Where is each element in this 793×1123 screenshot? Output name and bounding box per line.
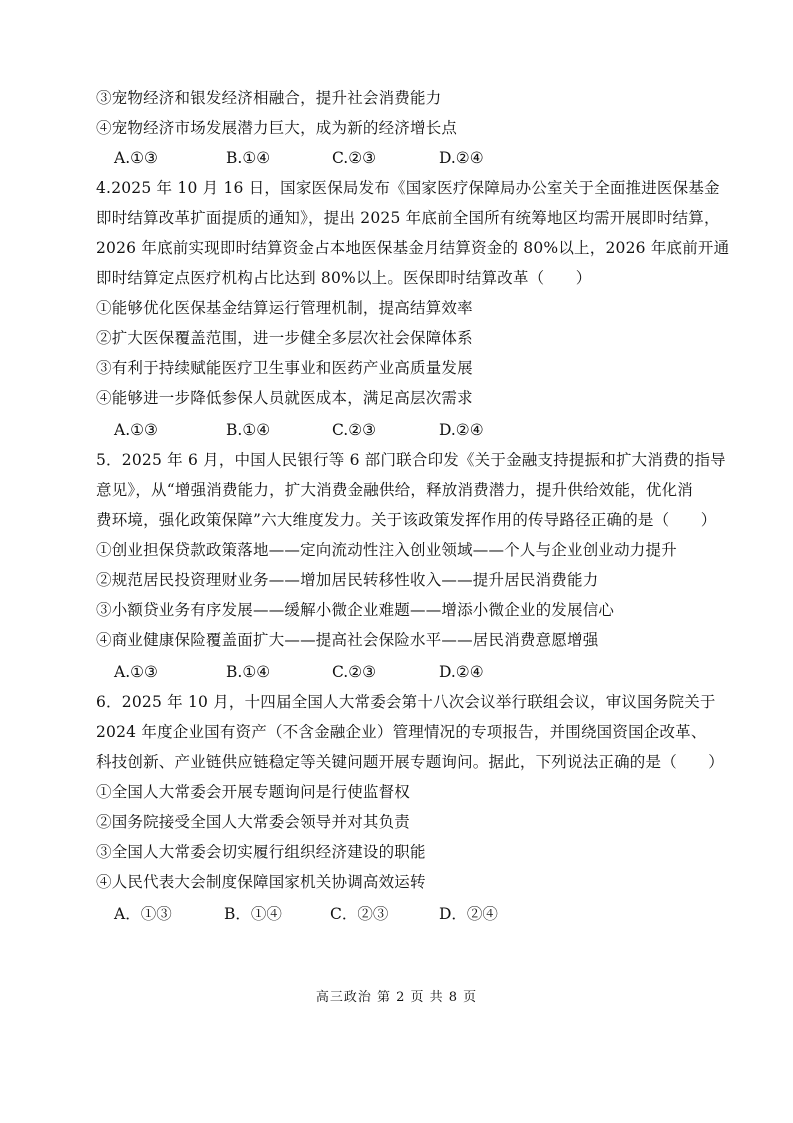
q3-item-3: ③宠物经济和银发经济相融合，提升社会消费能力 xyxy=(96,89,442,107)
q6-option-a: A．①③ xyxy=(114,905,172,923)
q4-stem-line-1: 4.2025 年 10 月 16 日，国家医保局发布《国家医疗保障局办公室关于全面推进医保基金 xyxy=(96,179,720,197)
page-footer: 高三政治 第 2 页 共 8 页 xyxy=(315,990,478,1005)
q5-option-a: A.①③ xyxy=(114,663,158,681)
q5-item-2: ②规范居民投资理财业务——增加居民转移性收入——提升居民消费能力 xyxy=(96,571,599,589)
q3-option-c: C.②③ xyxy=(332,149,377,167)
q6-stem-line-3: 科技创新、产业链供应链稳定等关键问题开展专题询问。据此，下列说法正确的是（ ） xyxy=(96,753,725,771)
q4-stem-line-2: 即时结算改革扩面提质的通知》，提出 2025 年底前全国所有统筹地区均需开展即时结算， xyxy=(96,209,720,227)
q5-stem-line-2: 意见》，从“增强消费能力，扩大消费金融供给，释放消费潜力，提升供给效能，优化消 xyxy=(96,481,693,499)
q3-option-a: A.①③ xyxy=(114,149,158,167)
q5-item-4: ④商业健康保险覆盖面扩大——提高社会保险水平——居民消费意愿增强 xyxy=(96,631,599,649)
q4-option-b: B.①④ xyxy=(226,421,271,439)
q4-stem-line-3: 2026 年底前实现即时结算资金占本地医保基金月结算资金的 80%以上，2026 年底前开通 xyxy=(96,239,730,257)
q6-stem-line-1: 6．2025 年 10 月，十四届全国人大常委会第十八次会议举行联组会议，审议国务院关于 xyxy=(96,693,716,711)
q5-item-1: ①创业担保贷款政策落地——定向流动性注入创业领域——个人与企业创业动力提升 xyxy=(96,541,677,559)
q6-stem-line-2: 2024 年度企业国有资产（不含金融企业）管理情况的专项报告，并围绕国资国企改革、 xyxy=(96,723,707,741)
q3-option-b: B.①④ xyxy=(226,149,271,167)
q6-option-c: C．②③ xyxy=(330,905,389,923)
q4-item-1: ①能够优化医保基金结算运行管理机制，提高结算效率 xyxy=(96,299,473,317)
q6-option-b: B．①④ xyxy=(224,905,282,923)
q6-item-1: ①全国人大常委会开展专题询问是行使监督权 xyxy=(96,783,411,801)
q6-item-2: ②国务院接受全国人大常委会领导并对其负责 xyxy=(96,813,411,831)
q4-option-d: D.②④ xyxy=(439,421,484,439)
q3-option-d: D.②④ xyxy=(439,149,484,167)
q5-stem-line-3: 费环境，强化政策保障”六大维度发力。关于该政策发挥作用的传导路径正确的是（ ） xyxy=(96,511,717,529)
q5-option-c: C.②③ xyxy=(332,663,377,681)
q5-option-d: D.②④ xyxy=(439,663,484,681)
q4-stem-line-4: 即时结算定点医疗机构占比达到 80%以上。医保即时结算改革（ ） xyxy=(96,269,592,287)
q6-item-4: ④人民代表大会制度保障国家机关协调高效运转 xyxy=(96,873,426,891)
q4-item-2: ②扩大医保覆盖范围，进一步健全多层次社会保障体系 xyxy=(96,329,473,347)
q4-item-4: ④能够进一步降低参保人员就医成本，满足高层次需求 xyxy=(96,389,473,407)
q4-option-c: C.②③ xyxy=(332,421,377,439)
q4-item-3: ③有利于持续赋能医疗卫生事业和医药产业高质量发展 xyxy=(96,359,473,377)
q5-option-b: B.①④ xyxy=(226,663,271,681)
q4-option-a: A.①③ xyxy=(114,421,158,439)
q6-item-3: ③全国人大常委会切实履行组织经济建设的职能 xyxy=(96,843,426,861)
q5-stem-line-1: 5．2025 年 6 月，中国人民银行等 6 部门联合印发《关于金融支持提振和扩大消费的指导 xyxy=(96,451,726,469)
q5-item-3: ③小额贷业务有序发展——缓解小微企业难题——增添小微企业的发展信心 xyxy=(96,601,615,619)
q6-option-d: D．②④ xyxy=(439,905,498,923)
q3-item-4: ④宠物经济市场发展潜力巨大，成为新的经济增长点 xyxy=(96,119,458,137)
